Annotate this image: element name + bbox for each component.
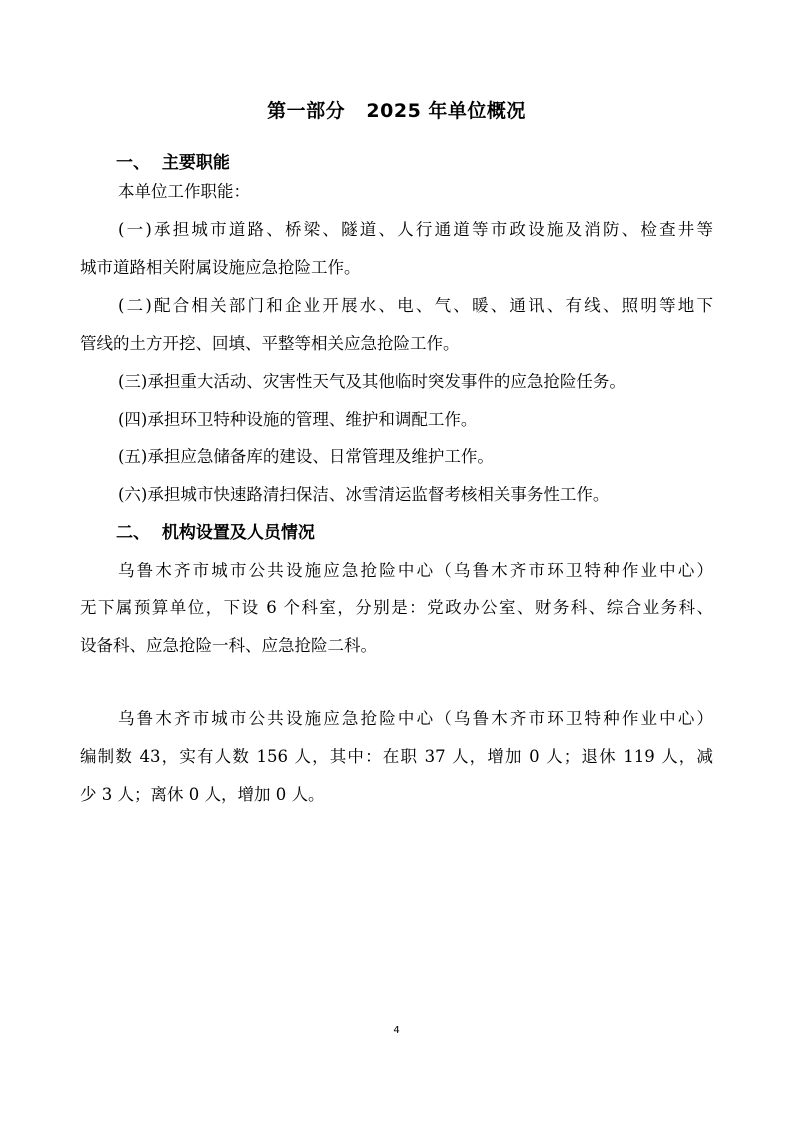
page-title: 第一部分 2025 年单位概况 xyxy=(267,100,526,122)
page-number: 4 xyxy=(393,1025,400,1036)
function-line-3: (二)配合相关部门和企业开展水、电、气、暖、通讯、有线、照明等地下 xyxy=(118,296,713,315)
staffing-paragraph-line-2: 编制数 43，实有人数 156 人，其中：在职 37 人，增加 0 人；退休 119 人，减 xyxy=(80,747,713,766)
section-heading-organization: 二、 机构设置及人员情况 xyxy=(116,523,315,543)
function-line-4: 管线的土方开挖、回填、平整等相关应急抢险工作。 xyxy=(80,334,460,353)
staffing-paragraph-line-1: 乌鲁木齐市城市公共设施应急抢险中心（乌鲁木齐市环卫特种作业中心） xyxy=(118,709,713,728)
organization-paragraph-line-3: 设备科、应急抢险一科、应急抢险二科。 xyxy=(80,636,377,655)
section-heading-main-functions: 一、 主要职能 xyxy=(116,153,230,173)
organization-paragraph-line-2: 无下属预算单位，下设 6 个科室，分别是：党政办公室、财务科、综合业务科、 xyxy=(80,598,713,617)
organization-paragraph-line-1: 乌鲁木齐市城市公共设施应急抢险中心（乌鲁木齐市环卫特种作业中心） xyxy=(118,561,713,580)
function-line-6: (四)承担环卫特种设施的管理、维护和调配工作。 xyxy=(118,410,478,429)
staffing-paragraph-line-3: 少 3 人；离休 0 人，增加 0 人。 xyxy=(80,785,325,804)
function-line-8: (六)承担城市快速路清扫保洁、冰雪清运监督考核相关事务性工作。 xyxy=(118,485,610,504)
function-line-5: (三)承担重大活动、灾害性天气及其他临时突发事件的应急抢险任务。 xyxy=(118,372,626,391)
function-line-2: 城市道路相关附属设施应急抢险工作。 xyxy=(80,258,361,277)
function-line-1: (一)承担城市道路、桥梁、隧道、人行通道等市政设施及消防、检查井等 xyxy=(118,220,713,239)
functions-intro: 本单位工作职能： xyxy=(118,182,250,201)
function-line-7: (五)承担应急储备库的建设、日常管理及维护工作。 xyxy=(118,447,494,466)
